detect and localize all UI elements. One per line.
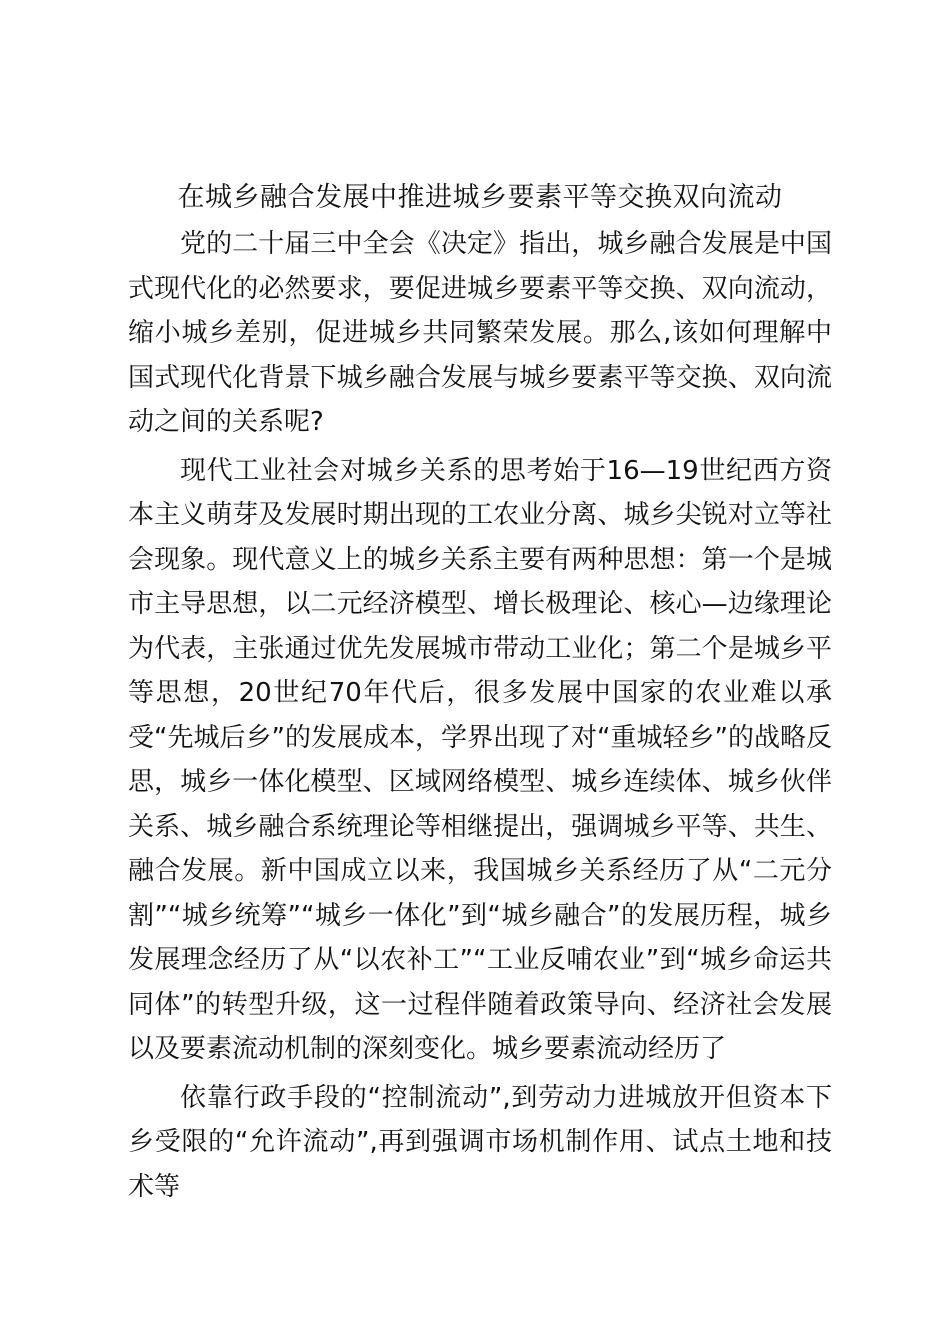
paragraph-3: 依靠行政手段的“控制流动”,到劳动力进城放开但资本下乡受限的“允许流动”,再到强调市场机制作用、试点土地和技术等 <box>128 1082 832 1202</box>
paragraph-2: 现代工业社会对城乡关系的思考始于16—19世纪西方资本主义萌芽及发展时期出现的工农业分离、城乡尖锐对立等社会现象。现代意义上的城乡关系主要有两种思想：第一个是城市主导思想，以二元经济模型、增长极理论、核心—边缘理论为代表，主张通过优先发展城市带动工业化；第二个是城乡平等思想，20世纪70年代后，很多发展中国家的农业难以承受“先城后乡”的发展成本，学界出现了对“重城轻乡”的战略反思，城乡一体化模型、区域网络模型、城乡连续体、城乡伙伴关系、城乡融合系统理论等相继提出，强调城乡平等、共生、融合发展。新中国成立以来，我国城乡关系经历了从“二元分割”“城乡统筹”“城乡一体化”到“城乡融合”的发展历程，城乡发展理念经历了从“以农补工”“工业反哺农业”到“城乡命运共同体”的转型升级，这一过程伴随着政策导向、经济社会发展以及要素流动机制的深刻变化。城乡要素流动经历了 <box>128 455 832 1064</box>
document-title: 在城乡融合发展中推进城乡要素平等交换双向流动 <box>177 182 783 213</box>
document-body <box>128 222 832 1209</box>
paragraph-1: 党的二十届三中全会《决定》指出，城乡融合发展是中国式现代化的必然要求，要促进城乡要素平等交换、双向流动，缩小城乡差别，促进城乡共同繁荣发展。那么,该如何理解中国式现代化背景下城乡融合发展与城乡要素平等交换、双向流动之间的关系呢? <box>128 229 832 437</box>
